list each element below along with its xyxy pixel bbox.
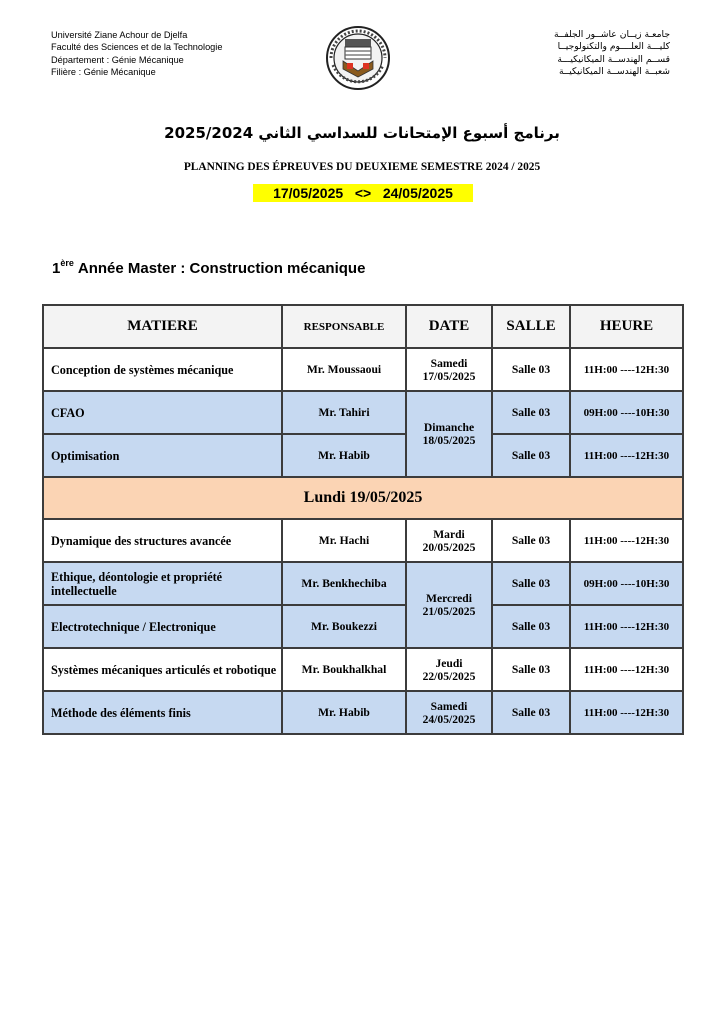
exam-schedule-table	[42, 304, 684, 735]
subject-cell: CFAO	[43, 391, 282, 434]
faculty-name-ar: كليـــة العلــــوم والتكنولوجيــا	[557, 41, 670, 53]
header-date: DATE	[406, 305, 492, 348]
date-cell: Samedi 24/05/2025	[406, 691, 492, 734]
exam-period: 17/05/2025 <> 24/05/2025	[253, 184, 473, 202]
university-name-ar: جامعـة زيــان عاشــور الجلفــة	[554, 29, 670, 40]
room-cell: Salle 03	[492, 648, 570, 691]
header-salle: SALLE	[492, 305, 570, 348]
table-row	[43, 348, 683, 391]
title-arabic: برنامج أسبوع الإمتحانات للسداسي الثاني 2025/2024	[164, 124, 560, 142]
table-row	[43, 562, 683, 605]
teacher-cell: Mr. Habib	[282, 434, 406, 477]
date-cell: Mardi 20/05/2025	[406, 519, 492, 562]
table-row	[43, 691, 683, 734]
time-cell: 11H:00 ----12H:30	[570, 605, 683, 648]
subject-cell: Systèmes mécaniques articulés et robotique	[43, 648, 282, 691]
faculty-name: Faculté des Sciences et de la Technologie	[51, 42, 223, 53]
table-row	[43, 605, 683, 648]
table-row	[43, 434, 683, 477]
table-row	[43, 391, 683, 434]
subject-cell: Méthode des éléments finis	[43, 691, 282, 734]
level-number: 1	[52, 260, 61, 277]
subject-cell: Optimisation	[43, 434, 282, 477]
date-cell: Dimanche 18/05/2025	[406, 391, 492, 477]
level-heading	[52, 258, 365, 277]
room-cell: Salle 03	[492, 562, 570, 605]
subject-cell: Electrotechnique / Electronique	[43, 605, 282, 648]
level-sup: ère	[60, 258, 74, 268]
subject-cell: Ethique, déontologie et propriété intellectuelle	[43, 562, 282, 605]
date-cell: Jeudi 22/05/2025	[406, 648, 492, 691]
room-cell: Salle 03	[492, 434, 570, 477]
department-name: Département : Génie Mécanique	[51, 54, 184, 65]
header-matiere: MATIERE	[43, 305, 282, 348]
teacher-cell: Mr. Benkhechiba	[282, 562, 406, 605]
table-row	[43, 648, 683, 691]
time-cell: 11H:00 ----12H:30	[570, 648, 683, 691]
teacher-cell: Mr. Hachi	[282, 519, 406, 562]
university-name: Université Ziane Achour de Djelfa	[51, 30, 188, 40]
teacher-cell: Mr. Moussaoui	[282, 348, 406, 391]
day-separator-row	[43, 477, 683, 519]
department-name-ar: قســم الهندســة الميكانيكيـــة	[557, 53, 670, 65]
table-row	[43, 519, 683, 562]
time-cell: 11H:00 ----12H:30	[570, 348, 683, 391]
university-seal-icon	[323, 25, 393, 91]
teacher-cell: Mr. Boukezzi	[282, 605, 406, 648]
header-responsable: RESPONSABLE	[282, 305, 406, 348]
date-cell: Mercredi 21/05/2025	[406, 562, 492, 648]
room-cell: Salle 03	[492, 519, 570, 562]
room-cell: Salle 03	[492, 605, 570, 648]
room-cell: Salle 03	[492, 691, 570, 734]
time-cell: 11H:00 ----12H:30	[570, 434, 683, 477]
day-label: Lundi 19/05/2025	[43, 477, 683, 519]
time-cell: 11H:00 ----12H:30	[570, 519, 683, 562]
field-name-ar: شعبــة الهندســة الميكانيكيــة	[558, 66, 670, 78]
teacher-cell: Mr. Habib	[282, 691, 406, 734]
institution-header-ar	[554, 29, 670, 79]
institution-header-fr	[51, 29, 222, 79]
subject-cell: Conception de systèmes mécanique	[43, 348, 282, 391]
header-heure: HEURE	[570, 305, 683, 348]
table-header-row	[43, 305, 683, 348]
title-french: PLANNING DES ÉPREUVES DU DEUXIEME SEMESTRE 2024 / 2025	[183, 161, 541, 173]
time-cell: 09H:00 ----10H:30	[570, 562, 683, 605]
date-cell: Samedi 17/05/2025	[406, 348, 492, 391]
teacher-cell: Mr. Tahiri	[282, 391, 406, 434]
room-cell: Salle 03	[492, 348, 570, 391]
time-cell: 09H:00 ----10H:30	[570, 391, 683, 434]
teacher-cell: Mr. Boukhalkhal	[282, 648, 406, 691]
time-cell: 11H:00 ----12H:30	[570, 691, 683, 734]
room-cell: Salle 03	[492, 391, 570, 434]
field-name: Filière : Génie Mécanique	[51, 67, 156, 78]
subject-cell: Dynamique des structures avancée	[43, 519, 282, 562]
level-text: Année Master : Construction mécanique	[77, 260, 366, 277]
